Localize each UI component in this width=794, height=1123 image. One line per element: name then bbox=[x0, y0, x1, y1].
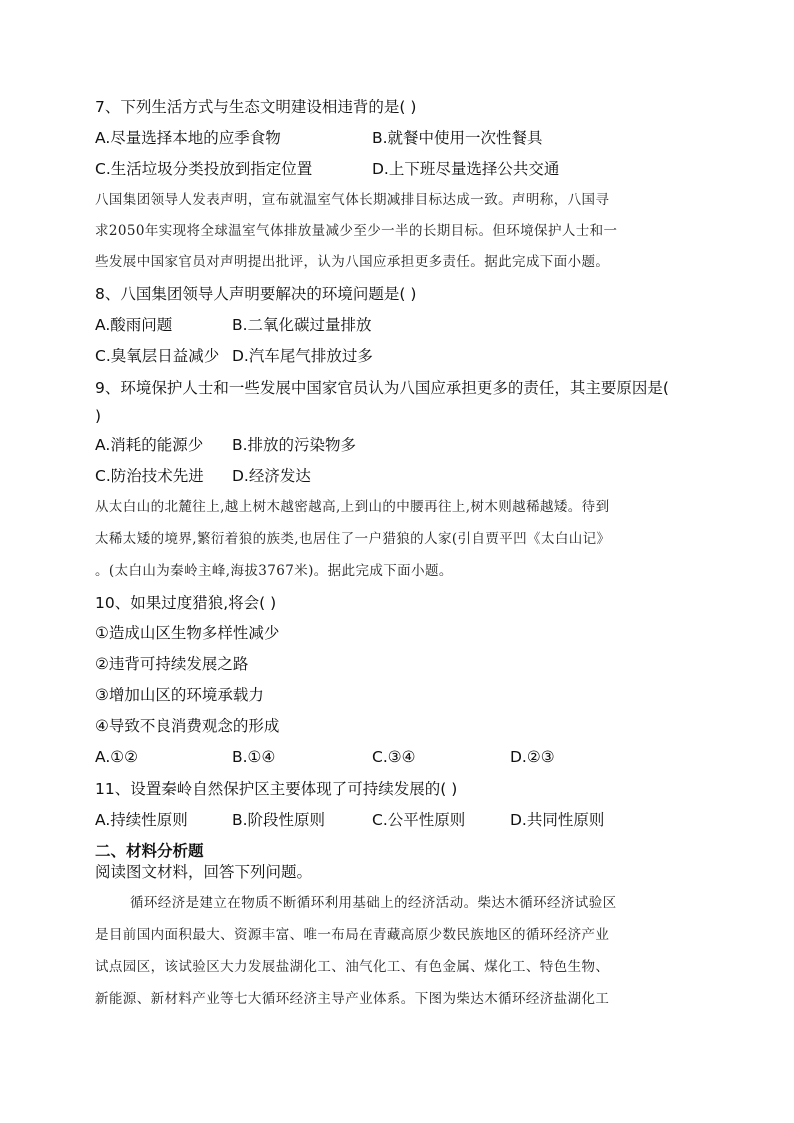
material2-line-2: 太稀太矮的境界,繁衍着狼的族类,也居住了一户猎狼的人家(引自贾平凹《太白山记》 bbox=[95, 531, 611, 547]
q7-option-b: B.就餐中使用一次性餐具 bbox=[372, 129, 543, 147]
q11-option-c: C.公平性原则 bbox=[372, 811, 466, 829]
q11-stem: 11、设置秦岭自然保护区主要体现了可持续发展的( ) bbox=[95, 780, 458, 798]
section2-para-line-1: 循环经济是建立在物质不断循环利用基础上的经济活动。柴达木循环经济试验区 bbox=[130, 895, 617, 911]
q7-stem: 7、下列生活方式与生态文明建设相违背的是( ) bbox=[95, 98, 417, 116]
q10-option-d: D.②③ bbox=[510, 748, 555, 766]
material1-line-3: 些发展中国家官员对声明提出批评，认为八国应承担更多责任。据此完成下面小题。 bbox=[95, 254, 610, 270]
q8-option-a: A.酸雨问题 bbox=[95, 316, 173, 334]
q10-option-a: A.①② bbox=[95, 748, 139, 766]
q11-option-a: A.持续性原则 bbox=[95, 811, 188, 829]
q9-option-b: B.排放的污染物多 bbox=[232, 436, 357, 454]
q8-stem: 8、八国集团领导人声明要解决的环境问题是( ) bbox=[95, 285, 417, 303]
material1-line-2: 求2050年实现将全球温室气体排放量减少至少一半的长期目标。但环境保护人士和一 bbox=[95, 223, 618, 239]
q9-stem-line-1: 9、环境保护人士和一些发展中国家官员认为八国应承担更多的责任，其主要原因是( bbox=[95, 379, 669, 397]
q8-option-d: D.汽车尾气排放过多 bbox=[232, 347, 373, 365]
section2-para-line-2: 是目前国内面积最大、资源丰富、唯一布局在青藏高原少数民族地区的循环经济产业 bbox=[95, 927, 610, 943]
material2-line-3: 。(太白山为秦岭主峰,海拔3767米)。据此完成下面小题。 bbox=[95, 563, 453, 579]
material1-line-1: 八国集团领导人发表声明，宣布就温室气体长期减排目标达成一致。声明称，八国寻 bbox=[95, 192, 610, 208]
section2-para-line-4: 新能源、新材料产业等七大循环经济主导产业体系。下图为柴达木循环经济盐湖化工 bbox=[95, 991, 610, 1007]
q8-option-b: B.二氧化碳过量排放 bbox=[232, 316, 372, 334]
q10-item-1: ①造成山区生物多样性减少 bbox=[95, 624, 280, 642]
q9-option-c: C.防治技术先进 bbox=[95, 467, 204, 485]
q10-item-4: ④导致不良消费观念的形成 bbox=[95, 717, 280, 735]
q9-option-a: A.消耗的能源少 bbox=[95, 436, 204, 454]
section2-instruction: 阅读图文材料，回答下列问题。 bbox=[95, 863, 313, 881]
q9-stem-line-2: ) bbox=[95, 407, 102, 425]
q8-option-c: C.臭氧层日益减少 bbox=[95, 347, 220, 365]
section2-heading: 二、材料分析题 bbox=[95, 842, 204, 860]
q10-item-2: ②违背可持续发展之路 bbox=[95, 655, 249, 673]
q10-item-3: ③增加山区的环境承载力 bbox=[95, 686, 264, 704]
q10-stem: 10、如果过度猎狼,将会( ) bbox=[95, 594, 277, 612]
q11-option-d: D.共同性原则 bbox=[510, 811, 605, 829]
q7-option-a: A.尽量选择本地的应季食物 bbox=[95, 129, 281, 147]
material2-line-1: 从太白山的北麓往上,越上树木越密越高,上到山的中腰再往上,树木则越稀越矮。待到 bbox=[95, 499, 610, 515]
q10-option-b: B.①④ bbox=[232, 748, 276, 766]
q7-option-d: D.上下班尽量选择公共交通 bbox=[372, 160, 560, 178]
q7-option-c: C.生活垃圾分类投放到指定位置 bbox=[95, 160, 313, 178]
section2-para-line-3: 试点园区，该试验区大力发展盐湖化工、油气化工、有色金属、煤化工、特色生物、 bbox=[95, 959, 610, 975]
q11-option-b: B.阶段性原则 bbox=[232, 811, 326, 829]
q10-option-c: C.③④ bbox=[372, 748, 416, 766]
q9-option-d: D.经济发达 bbox=[232, 467, 311, 485]
